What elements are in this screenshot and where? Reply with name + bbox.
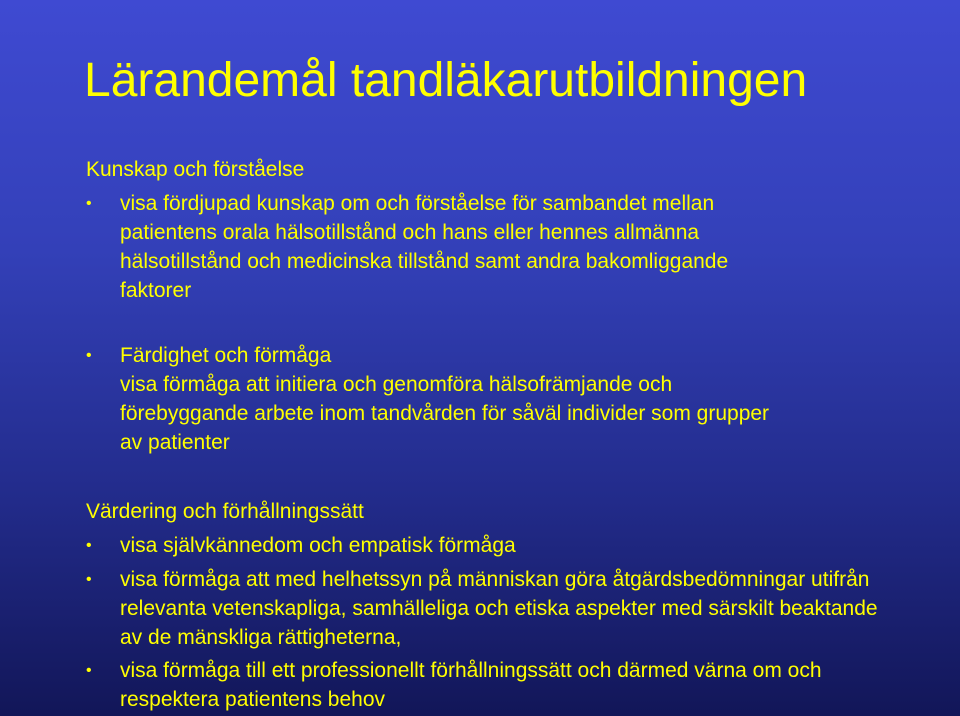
bullet-icon: • xyxy=(86,537,92,554)
section-heading-knowledge: Kunskap och förståelse xyxy=(86,158,305,181)
list-item-knowledge-1: visa fördjupad kunskap om och förståelse för sambandet mellan patientens orala hälsotillstånd och hans eller hennes allmänna hälsotillstånd och medicinska tillstånd samt andra bakomliggande faktorer xyxy=(120,192,729,302)
list-item-values-1: visa självkännedom och empatisk förmåga xyxy=(120,534,516,557)
bullet-icon: • xyxy=(86,195,92,212)
section-heading-skills: Färdighet och förmåga xyxy=(120,344,332,367)
bullet-icon: • xyxy=(86,662,92,679)
slide-title: Lärandemål tandläkarutbildningen xyxy=(84,54,808,107)
section-heading-values: Värdering och förhållningssätt xyxy=(86,500,364,523)
list-item-values-2: visa förmåga att med helhetssyn på människan göra åtgärdsbedömningar utifrån relevanta vetenskapliga, samhälleliga och etiska aspekter med särskilt beaktande av de mänskliga rättigheterna, xyxy=(120,568,878,649)
list-item-values-3: visa förmåga till ett professionellt förhållningssätt och därmed värna om och respektera patientens behov xyxy=(120,659,822,711)
bullet-icon: • xyxy=(86,571,92,588)
list-item-skills-1: visa förmåga att initiera och genomföra hälsofrämjande och förebyggande arbete inom tandvården för såväl individer som grupper av patienter xyxy=(120,373,770,454)
bullet-icon: • xyxy=(86,347,92,364)
